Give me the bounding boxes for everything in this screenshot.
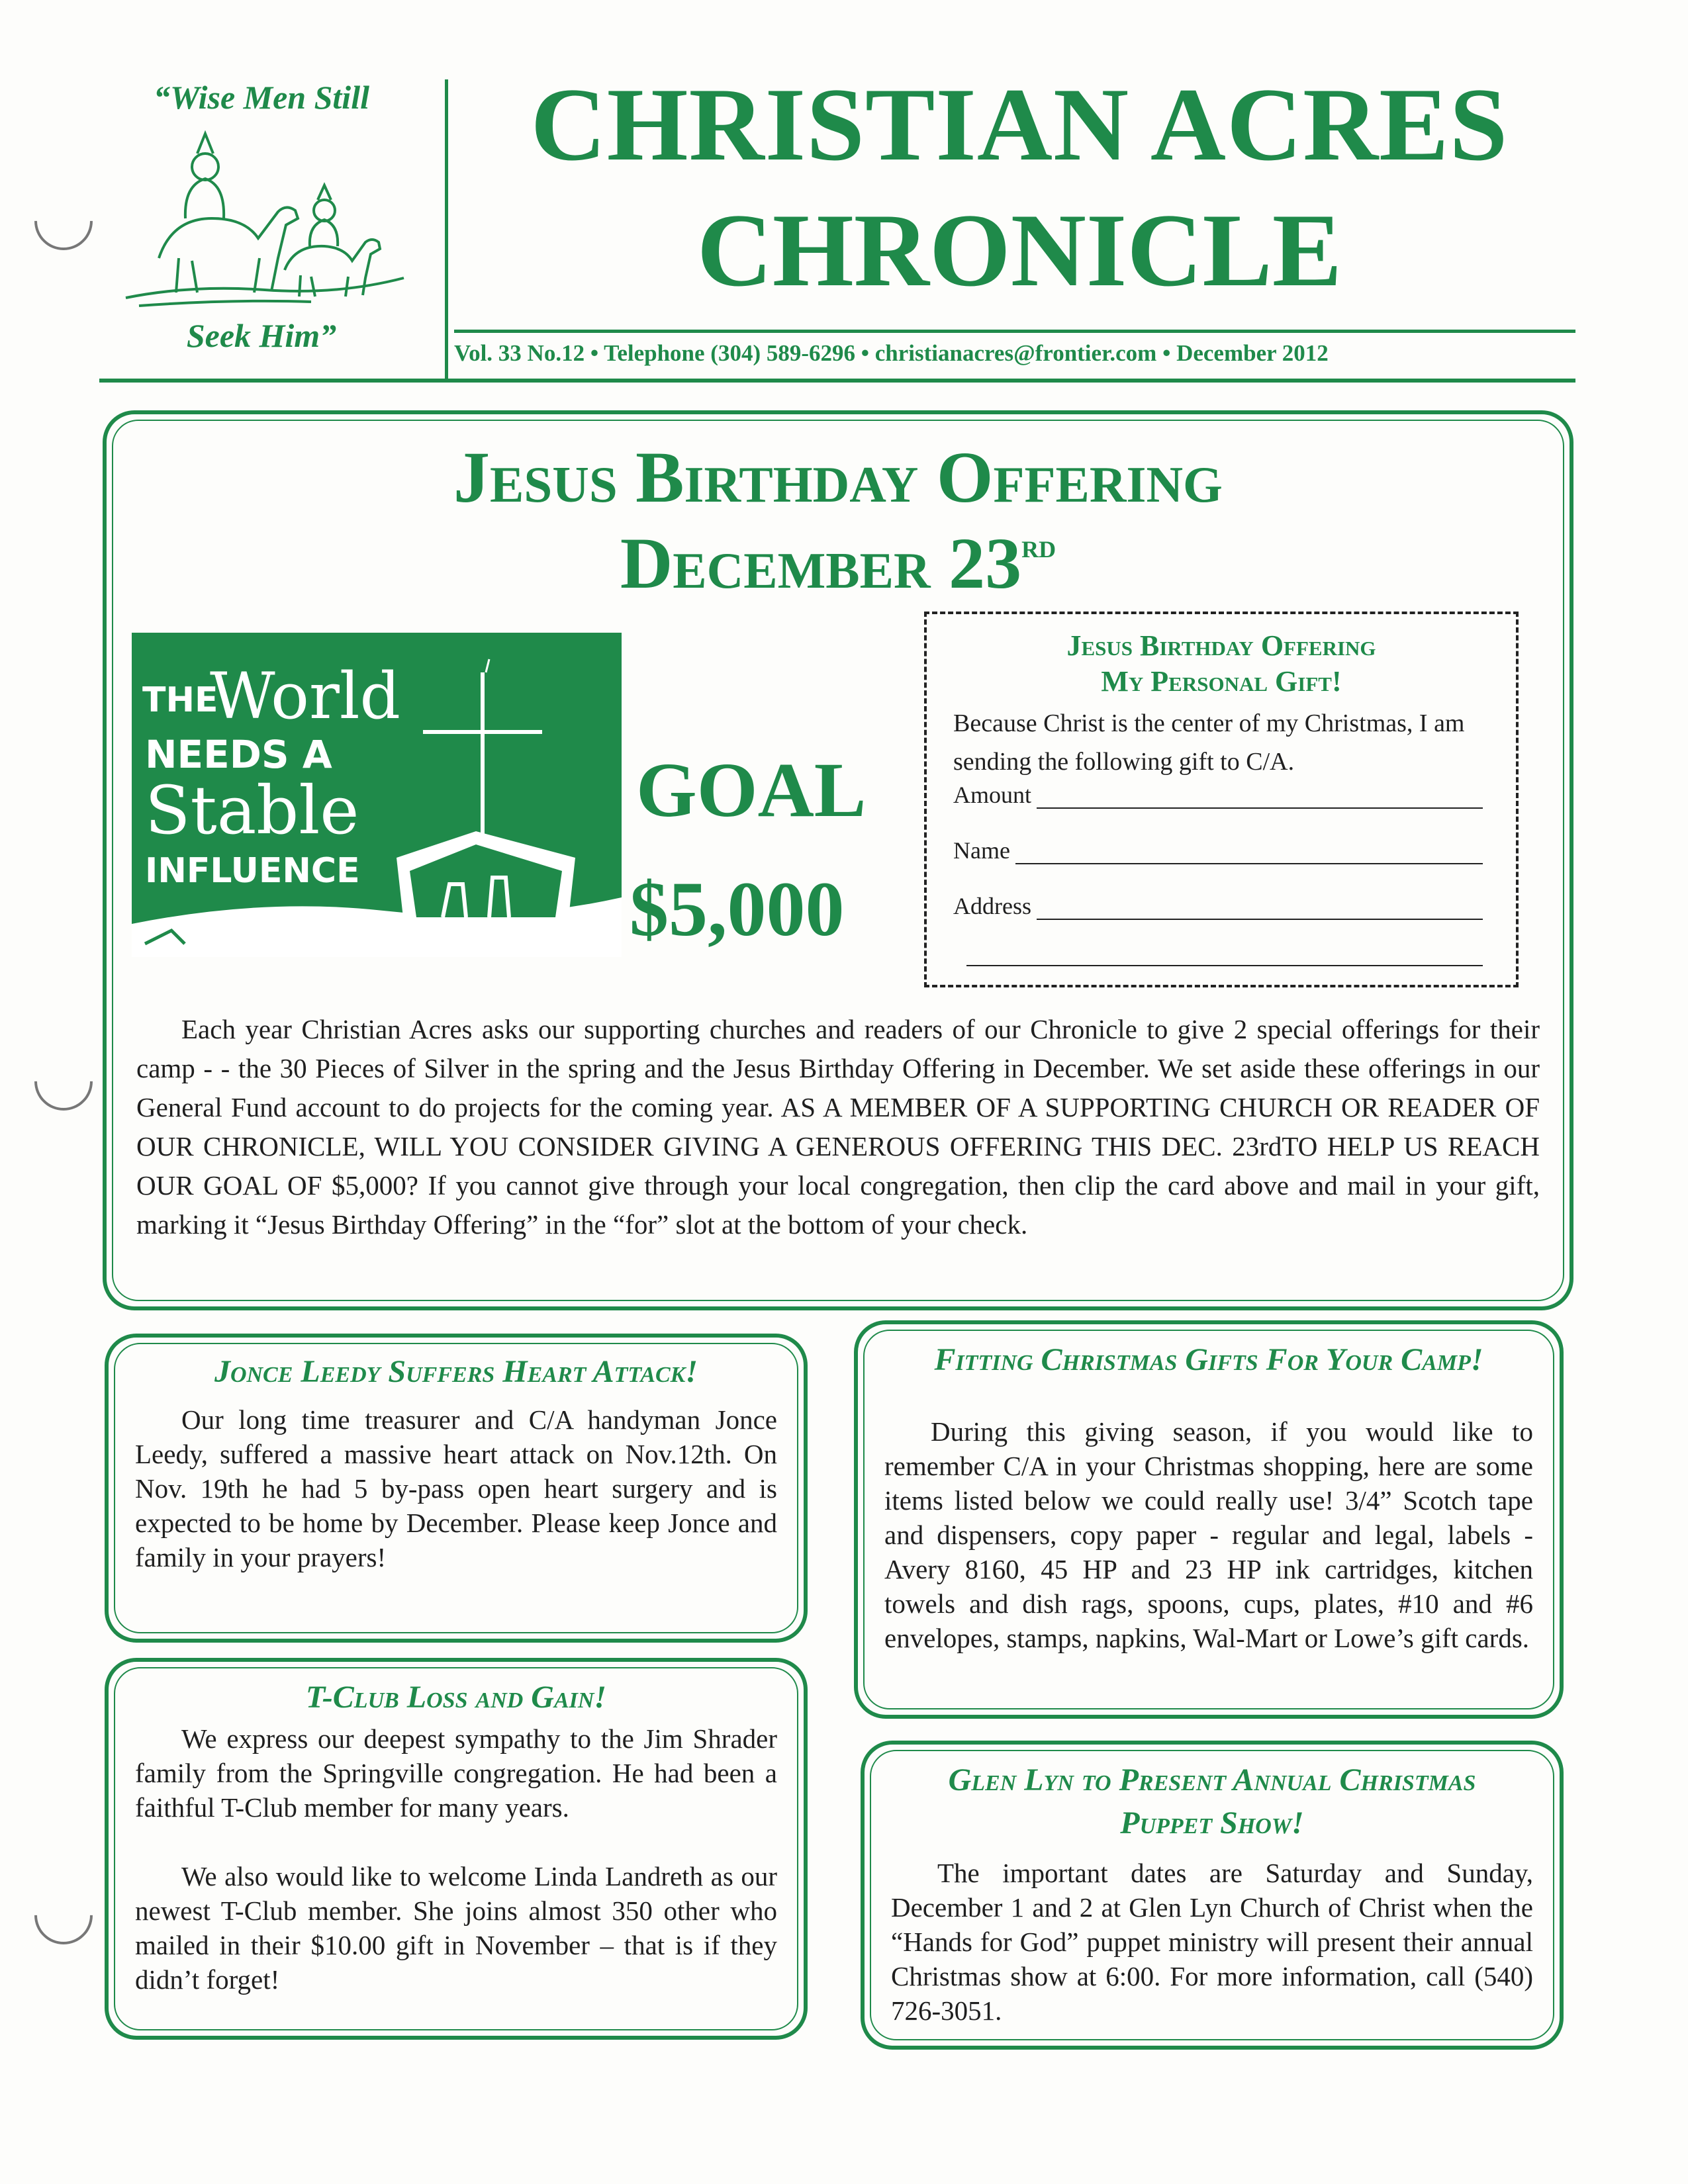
poster-world: World xyxy=(210,659,400,733)
article-title: Jonce Leedy Suffers Heart Attack! xyxy=(214,1354,698,1389)
motto-top: “Wise Men Still xyxy=(154,79,369,116)
poster-stable: Stable xyxy=(145,772,359,849)
poster-the: THE xyxy=(142,680,218,720)
stable-influence-poster xyxy=(132,633,622,957)
poster-needs-a: NEEDS A xyxy=(145,732,332,777)
card-text: Because Christ is the center of my Christmas, I am sending the following gift to C/A. xyxy=(953,709,1465,776)
card-title-line1: Jesus Birthday Offering xyxy=(1066,629,1376,662)
issue-rule xyxy=(454,330,1575,333)
newsletter-title-line2: CHRONICLE xyxy=(696,193,1342,308)
name-label: Name xyxy=(953,837,1010,864)
personal-gift-clip-card xyxy=(924,612,1519,987)
article-text: Our long time treasurer and C/A handyman Jonce Leedy, suffered a massive heart attack on Nov.12th. On Nov. 19th he had 5 by-pass open heart surgery and is expected to be home by December. Please keep Jonce and family in your prayers! xyxy=(135,1404,777,1572)
article-text: During this giving season, if you would like to remember C/A in your Christmas shopping, here are some items listed below we could really use! 3/4” Scotch tape and dispensers, copy paper - regular and legal, labels - Avery 8160, 45 HP and 23 HP ink cartridges, kitchen towels and dish rags, spoons, cups, plates, #10 and #6 envelopes, stamps, napkins, Wal-Mart or Lowe’s gift cards. xyxy=(884,1416,1533,1653)
punch-hole xyxy=(23,1874,105,1956)
masthead-rule xyxy=(99,379,1575,383)
article-text-1: We express our deepest sympathy to the Jim Shrader family from the Springville congregation. He had been a faithful T-Club member for many years. xyxy=(135,1723,777,1823)
article-title: Glen Lyn to Present Annual Christmas Puppet Show! xyxy=(948,1762,1476,1841)
tclub-article xyxy=(105,1658,808,2040)
name-field[interactable] xyxy=(953,837,1483,864)
birthday-offering-box xyxy=(103,410,1573,1310)
amount-label: Amount xyxy=(953,782,1032,808)
article-title: Fitting Christmas Gifts For Your Camp! xyxy=(934,1342,1483,1377)
address-line-2[interactable] xyxy=(966,945,1483,966)
issue-info-line: Vol. 33 No.12 • Telephone (304) 589-6296 • christianacres@frontier.com • December 2012 xyxy=(454,340,1329,366)
article-title: T-Club Loss and Gain! xyxy=(305,1680,607,1715)
motto-bottom: Seek Him” xyxy=(186,317,337,354)
card-title-line2: My Personal Gift! xyxy=(1101,665,1342,698)
christmas-gifts-article xyxy=(854,1320,1564,1719)
goal-label: GOAL xyxy=(636,747,867,833)
offering-heading-line1: Jesus Birthday Offering xyxy=(453,437,1223,518)
offering-heading-line2: December 23rd xyxy=(620,523,1056,604)
goal-amount: $5,000 xyxy=(630,866,845,952)
address-label: Address xyxy=(953,893,1031,919)
article-text: The important dates are Saturday and Sunday, December 1 and 2 at Glen Lyn Church of Christ when the “Hands for God” puppet ministry will present their annual Christmas show at 6:00. For more information, call (540) 726-3051. xyxy=(891,1858,1533,2026)
poster-influence: INFLUENCE xyxy=(145,851,360,891)
address-field[interactable] xyxy=(953,892,1483,920)
wise-men-camels-logo xyxy=(113,119,417,311)
offering-paragraph: Each year Christian Acres asks our supporting churches and readers of our Chronicle to give 2 special offerings for their camp - - the 30 Pieces of Silver in the spring and the Jesus Birthday Offering in December. We set aside these offerings in our General Fund account to do projects for the coming year. AS A MEMBER OF A SUPPORTING CHURCH OR READER OF OUR CHRONICLE, WILL YOU CONSIDER GIVING A GENEROUS OFFERING THIS DEC. 23rdTO HELP US REACH OUR GOAL OF $5,000? If you cannot give through your local congregation, then clip the card above and mail in your gift, marking it “Jesus Birthday Offering” in the “for” slot at the bottom of your check. xyxy=(136,1014,1540,1240)
punch-hole xyxy=(23,1040,105,1122)
jonce-leedy-article xyxy=(105,1334,808,1643)
punch-hole xyxy=(23,180,105,262)
puppet-show-article xyxy=(861,1741,1564,2050)
amount-field[interactable] xyxy=(953,781,1483,809)
masthead-divider xyxy=(445,79,448,381)
newsletter-title-line1: CHRISTIAN ACRES xyxy=(530,67,1509,183)
article-text-2: We also would like to welcome Linda Landreth as our newest T-Club member. She joins almost 350 other who mailed in their $10.00 gift in November – that is if they didn’t forget! xyxy=(135,1861,777,1995)
